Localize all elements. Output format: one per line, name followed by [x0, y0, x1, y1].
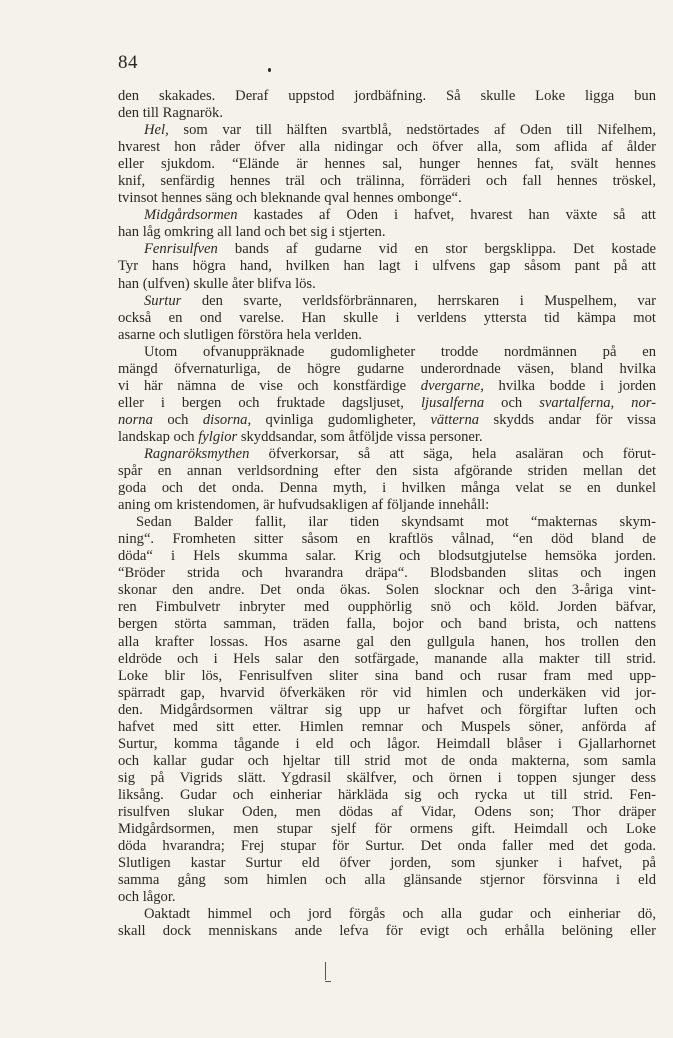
text-segment: också en ond varelse. Han skulle i verldens yttersta tid kämpa mot — [118, 309, 656, 326]
text-segment: Surtur, komma tågande i eld och lågor. Heimdall blåser i Gjallarhornet — [118, 735, 656, 752]
text-line — [118, 190, 656, 207]
text-line — [118, 258, 656, 275]
text-segment: och lågor. — [118, 889, 176, 906]
text-line — [118, 139, 656, 156]
text-line — [118, 616, 656, 633]
text-segment: “Bröder strida och hvarandra dräpa“. Blodsbanden slitas och ingen — [118, 565, 656, 582]
text-line — [118, 463, 656, 480]
text-segment: risulfven slukar Oden, men dödas af Vidar, Odens son; Thor dräper — [118, 803, 656, 820]
text-line — [118, 429, 656, 446]
text-line — [118, 310, 656, 327]
text-segment: alla krafter lossas. Hos asarne gal den gullgula hanen, hos trollen den — [118, 633, 656, 650]
text-line — [118, 497, 656, 514]
text-line — [118, 276, 656, 293]
text-segment: den svarte, verldsförbrännaren, herrskaren i Muspelhem, var — [181, 292, 656, 309]
text-segment: hvilka bodde i jorden — [483, 377, 656, 394]
text-segment: eller i bergen och fruktade dagsljuset, — [118, 394, 421, 411]
text-segment: goda och det onda. Denna myth, i hvilken många velat se en dunkel — [118, 480, 656, 497]
text-segment: bergen störta samman, träden falla, bojor och band brista, och nattens — [118, 616, 656, 633]
page-number: 84 — [118, 52, 138, 73]
text-segment: döda hvarandra; Frej stupar för Surtur. Det onda faller med det goda. — [118, 838, 656, 855]
italic-term: Ragnaröksmythen — [144, 445, 250, 462]
printer-dot-mark — [268, 68, 271, 72]
body-text — [118, 88, 656, 940]
text-line — [118, 787, 656, 804]
text-segment: Midgårdsormen, men stupar sjelf för ormens gift. Heimdall och Loke — [118, 821, 656, 838]
italic-term: Fenrisulfven — [144, 241, 218, 258]
text-line — [118, 88, 656, 105]
text-line — [118, 872, 656, 889]
text-line — [118, 923, 656, 940]
italic-term: svartalferna, nor- — [539, 394, 657, 411]
text-segment: Sedan Balder fallit, ilar tiden skyndsamt mot “makternas skym- — [136, 514, 656, 531]
text-line — [118, 446, 656, 463]
text-segment: qvinliga gudomligheter, — [251, 411, 431, 428]
text-line — [118, 565, 656, 582]
text-segment: sig på Vigrids slätt. Ygdrasil skälfver, och örnen i toppen sjunger dess — [118, 769, 656, 786]
text-line — [118, 531, 656, 548]
text-line — [118, 821, 656, 838]
italic-term: disorna, — [202, 411, 252, 428]
text-segment: eldröde och i Hels salar den sotfärgade, manande alla makter till strid. — [118, 650, 656, 667]
text-segment: samma gång som himlen och alla glänsande stjernor försvinna i eld — [118, 872, 656, 889]
text-line — [118, 514, 656, 531]
text-segment: den. Midgårdsormen vältrar sig upp ur hafvet och förgiftar luften och — [118, 701, 656, 718]
text-segment: asarne och slutligen förstöra hela verlden. — [118, 326, 362, 343]
text-segment: han låg omkring all land och bet sig i stjerten. — [118, 224, 386, 241]
text-segment: ren Fimbulvetr inbryter med oupphörlig snö och köld. Jorden bäfvar, — [118, 599, 656, 616]
text-segment: skyddsandar, som åtföljde vissa personer. — [237, 428, 483, 445]
text-segment: tvinsot hennes säng och bleknande qval hennes ombonge“. — [118, 190, 462, 207]
text-segment: den till Ragnarök. — [118, 105, 223, 122]
italic-term: Surtur — [144, 292, 182, 309]
text-line — [118, 361, 656, 378]
text-segment: öfverkorsar, så att säga, hela asaläran och förut- — [249, 445, 656, 462]
text-segment: kastades af Oden i hafvet, hvarest han växte så att — [237, 207, 656, 224]
text-line — [118, 889, 656, 906]
text-segment: hafvet med sitt etter. Himlen remnar och Muspels söner, anförda af — [118, 718, 656, 735]
text-segment: Tyr hans högra hand, hvilken han lagt i ulfvens gap såsom pant på att — [118, 258, 656, 275]
text-segment: Slutligen kastar Surtur eld öfver jorden, som sjunker i hafvet, på — [118, 855, 656, 872]
italic-term: Hel, — [144, 122, 169, 139]
text-line — [118, 327, 656, 344]
text-line — [118, 395, 656, 412]
text-line — [118, 770, 656, 787]
text-line — [118, 634, 656, 651]
text-line — [118, 293, 656, 310]
text-line — [118, 651, 656, 668]
text-segment: den skakades. Deraf uppstod jordbäfning. Så skulle Loke ligga bun — [118, 88, 656, 104]
text-line — [118, 736, 656, 753]
text-segment: och — [152, 411, 203, 428]
text-segment: skonar den andre. Det onda ökas. Solen slocknar och den 3-åriga vint- — [118, 582, 656, 599]
text-line — [118, 480, 656, 497]
text-line — [118, 224, 656, 241]
text-segment: spår en annan verldsordning efter den sista afgörande striden mellan det — [118, 463, 656, 480]
text-segment: och kallar gudar och hjeltar till strid mot de onda makterna, som samla — [118, 752, 656, 769]
text-line — [118, 173, 656, 190]
text-line — [118, 105, 656, 122]
text-segment: och — [484, 394, 540, 411]
text-segment: Oaktadt himmel och jord förgås och alla gudar och einheriar dö, — [144, 906, 656, 923]
text-segment: landskap och — [118, 428, 199, 445]
text-line — [118, 906, 656, 923]
text-segment: eller sjukdom. “Elände är hennes sal, hunger hennes fat, svält hennes — [118, 156, 656, 173]
text-line — [118, 599, 656, 616]
text-segment: skall dock menniskans ande lefva för evigt och erhålla belöning eller — [118, 923, 656, 940]
text-line — [118, 668, 656, 685]
text-line — [118, 122, 656, 139]
text-segment: knif, senfärdig hennes träl och trälinna, förräderi och fall hennes tröskel, — [118, 173, 656, 190]
text-line — [118, 548, 656, 565]
text-segment: mängd öfvernaturliga, de högre gudarne underordnade väsen, bland hvilka — [118, 360, 656, 377]
text-segment: han (ulfven) skulle åter blifva lös. — [118, 275, 316, 292]
text-segment: Loke blir lös, Fenrisulfven sliter sina band och rusar fram med upp- — [118, 667, 656, 684]
text-line — [118, 156, 656, 173]
italic-term: Midgårdsormen — [144, 207, 238, 224]
text-line — [118, 412, 656, 429]
text-line — [118, 378, 656, 395]
text-line — [118, 804, 656, 821]
text-line — [118, 685, 656, 702]
text-segment: som var till hälften svartblå, nedstörtades af Oden till Nifelhem, — [168, 122, 656, 139]
text-segment: ning“. Fromheten sitter såsom en kraftlös vålnad, “en död bland de — [118, 531, 656, 548]
text-line — [118, 702, 656, 719]
text-line — [118, 241, 656, 258]
text-line — [118, 719, 656, 736]
text-line — [118, 582, 656, 599]
italic-term: vätterna — [430, 411, 480, 428]
text-line — [118, 838, 656, 855]
text-segment: vi här nämna de vise och konstfärdige — [118, 377, 421, 394]
text-segment: bands af gudarne vid en stor bergsklippa. Det kostade — [217, 241, 656, 258]
italic-term: fylgior — [198, 428, 238, 445]
text-segment: hvarest hon råder öfver alla nidingar och öfver alla, som aflida af ålder — [118, 139, 656, 156]
text-segment: Utom ofvanuppräknade gudomligheter trodde nordmännen på en — [144, 343, 656, 360]
footer-mark — [325, 962, 328, 980]
text-segment: skydds andar för vissa — [479, 411, 657, 428]
text-segment: döda“ i Hels skumma salar. Krig och blodsutgjutelse hemsöka jorden. — [118, 548, 656, 565]
text-segment: aning om kristendomen, är hufvudsakligen af följande innehåll: — [118, 497, 490, 514]
text-line — [118, 344, 656, 361]
text-segment: liksång. Gudar och einheriar härkläda sig och rycka ut till strid. Fen- — [118, 786, 656, 803]
text-line — [118, 855, 656, 872]
text-line — [118, 207, 656, 224]
text-segment: spärradt gap, hvarvid öfverkäken rör vid himlen och underkäken vid jor- — [118, 684, 656, 701]
italic-term: dvergarne, — [420, 377, 484, 394]
italic-term: ljusalferna — [420, 394, 485, 411]
text-line — [118, 753, 656, 770]
italic-term: norna — [118, 411, 153, 428]
